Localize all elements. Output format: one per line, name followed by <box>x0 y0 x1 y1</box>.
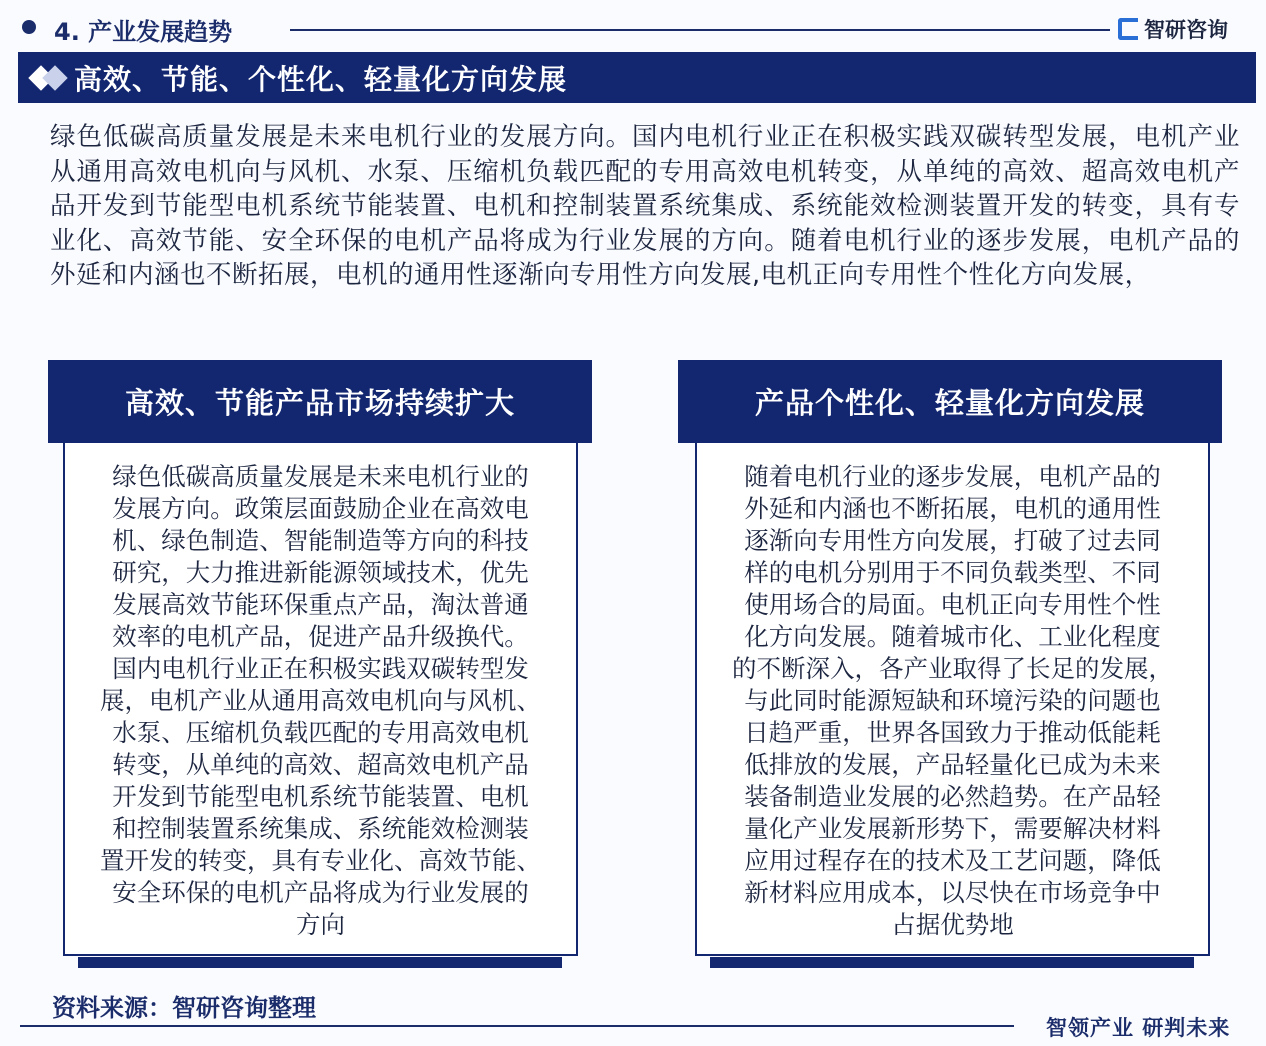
box-text-line: 国内电机行业正在积极实践双碳转型发 <box>112 654 529 683</box>
box-text-line: 发展高效节能环保重点产品，淘汰普通 <box>112 590 529 619</box>
box-text-line: 开发到节能型电机系统节能装置、电机 <box>112 782 529 811</box>
intro-paragraph: 绿色低碳高质量发展是未来电机行业的发展方向。国内电机行业正在积极实践双碳转型发展，电机产业从通用高效电机向与风机、水泵、压缩机负载匹配的专用高效电机转变，从单纯的高效、超高效电机产品开发到节能型电机系统节能装置、电机和控制装置系统集成、系统能效检测装置开发的转变，具有专业化、高效节能、安全环保的电机产品将成为行业发展的方向。随着电机行业的逐步发展，电机产品的外延和内涵也不断拓展，电机的通用性逐渐向专用性方向发展,电机正向专用性个性化方向发展， <box>50 122 1240 290</box>
header-divider <box>290 29 1110 31</box>
box-text-line: 低排放的发展，产品轻量化已成为未来 <box>744 750 1161 779</box>
box-text-line: 逐渐向专用性方向发展，打破了过去同 <box>744 526 1161 555</box>
box-text-line: 方向 <box>296 910 345 939</box>
box-text-line: 占据优势地 <box>891 910 1014 939</box>
box-body-right <box>695 443 1210 956</box>
box-shadow-left <box>78 957 562 968</box>
logo-icon <box>1118 18 1138 40</box>
box-text-line: 随着电机行业的逐步发展，电机产品的 <box>744 462 1161 491</box>
slogan: 智领产业 研判未来 <box>1046 1016 1231 1040</box>
box-text-line: 量化产业发展新形势下，需要解决材料 <box>744 814 1161 843</box>
box-text-line: 发展方向。政策层面鼓励企业在高效电 <box>112 494 529 523</box>
box-text-line: 装备制造业发展的必然趋势。在产品轻 <box>744 782 1161 811</box>
brand-logo <box>1118 14 1228 44</box>
footer-divider <box>20 1025 1014 1027</box>
box-text-line: 化方向发展。随着城市化、工业化程度 <box>744 622 1161 651</box>
section-title: 4. 产业发展趋势 <box>54 18 233 46</box>
box-text-line: 绿色低碳高质量发展是未来电机行业的 <box>112 462 529 491</box>
box-text-line: 新材料应用成本，以尽快在市场竞争中 <box>744 878 1161 907</box>
box-text-line: 样的电机分别用于不同负载类型、不同 <box>744 558 1161 587</box>
box-text-line: 安全环保的电机产品将成为行业发展的 <box>112 878 529 907</box>
bullet-dot-icon <box>22 20 36 34</box>
box-text-line: 和控制装置系统集成、系统能效检测装 <box>112 814 529 843</box>
box-text-line: 展，电机产业从通用高效电机向与风机、 <box>100 686 541 715</box>
box-text-line: 日趋严重，世界各国致力于推动低能耗 <box>744 718 1161 747</box>
box-text-line: 的不断深入，各产业取得了长足的发展， <box>732 654 1173 683</box>
box-text-line: 水泵、压缩机负载匹配的专用高效电机 <box>112 718 529 747</box>
page-title: 高效、节能、个性化、轻量化方向发展 <box>74 62 568 96</box>
box-text-line: 置开发的转变，具有专业化、高效节能、 <box>100 846 541 875</box>
box-text-line: 外延和内涵也不断拓展，电机的通用性 <box>744 494 1161 523</box>
box-text-line: 机、绿色制造、智能制造等方向的科技 <box>112 526 529 555</box>
logo-text: 智研咨询 <box>1144 18 1228 42</box>
title-bar <box>18 52 1256 103</box>
box-text-line: 与此同时能源短缺和环境污染的问题也 <box>744 686 1161 715</box>
box-text-line: 研究，大力推进新能源领域技术，优先 <box>112 558 529 587</box>
box-header-left: 高效、节能产品市场持续扩大 <box>48 360 592 443</box>
box-text-line: 转变，从单纯的高效、超高效电机产品 <box>112 750 529 779</box>
diamond-icon <box>32 69 60 87</box>
box-body-left <box>63 443 578 956</box>
box-header-right: 产品个性化、轻量化方向发展 <box>678 360 1222 443</box>
source-note: 资料来源：智研咨询整理 <box>52 994 316 1022</box>
box-text-line: 效率的电机产品，促进产品升级换代。 <box>112 622 529 651</box>
box-shadow-right <box>710 957 1194 968</box>
box-text-line: 使用场合的局面。电机正向专用性个性 <box>744 590 1161 619</box>
box-text-line: 应用过程存在的技术及工艺问题，降低 <box>744 846 1161 875</box>
